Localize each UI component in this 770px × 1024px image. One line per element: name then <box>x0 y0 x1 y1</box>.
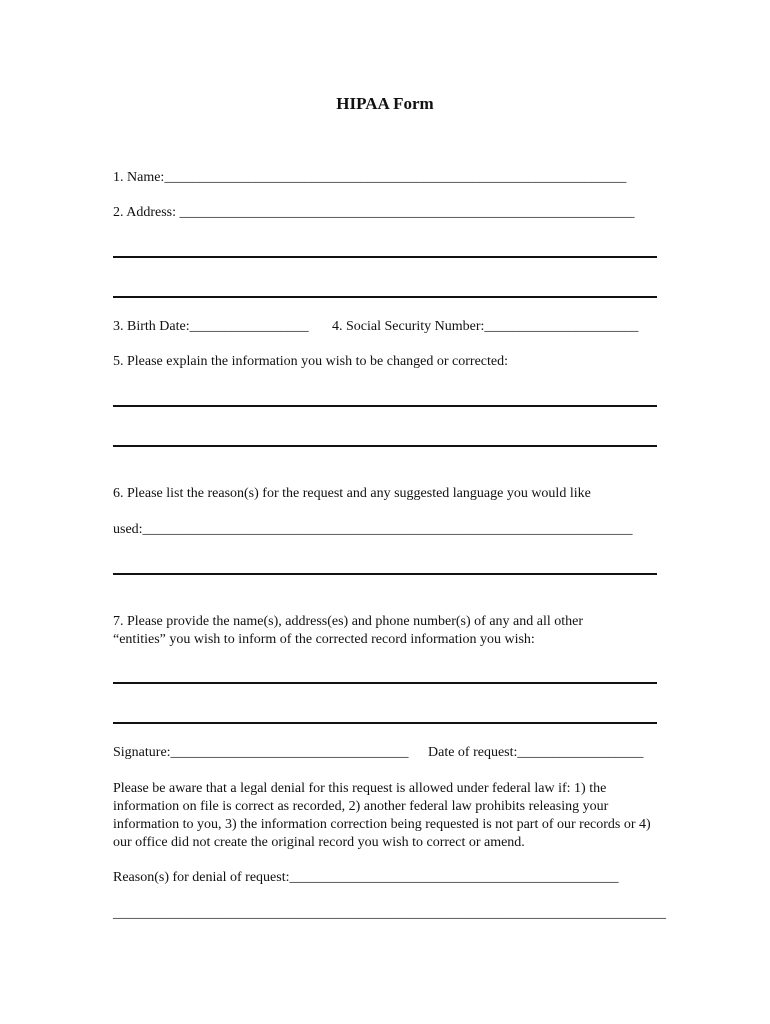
address-line-3[interactable] <box>113 296 657 298</box>
ssn-field[interactable]: 4. Social Security Number:______________________ <box>332 319 639 334</box>
date-of-request-field[interactable]: Date of request:__________________ <box>428 745 644 760</box>
question-6-label: 6. Please list the reason(s) for the request and any suggested language you would like <box>113 486 591 501</box>
address-field[interactable]: 2. Address: _________________________________________________________________ <box>113 205 635 220</box>
q5-answer-line-1[interactable] <box>113 405 657 407</box>
birth-date-field[interactable]: 3. Birth Date:_________________ <box>113 319 309 334</box>
question-7-line-2: “entities” you wish to inform of the corrected record information you wish: <box>113 632 535 647</box>
q7-answer-line-1[interactable] <box>113 682 657 684</box>
q7-answer-line-2[interactable] <box>113 722 657 724</box>
used-field[interactable]: used:______________________________________________________________________ <box>113 522 633 537</box>
signature-field[interactable]: Signature:__________________________________ <box>113 745 409 760</box>
address-line-2[interactable] <box>113 256 657 258</box>
name-field[interactable]: 1. Name:__________________________________________________________________ <box>113 170 627 185</box>
reasons-denial-line-2[interactable]: _______________________________________________________________________________ <box>113 906 666 921</box>
question-5-label: 5. Please explain the information you wish to be changed or corrected: <box>113 354 508 369</box>
reasons-denial-field[interactable]: Reason(s) for denial of request:_______________________________________________ <box>113 870 619 885</box>
question-7-line-1: 7. Please provide the name(s), address(es) and phone number(s) of any and all other <box>113 614 584 629</box>
q6-answer-line[interactable] <box>113 573 657 575</box>
page-title: HIPAA Form <box>336 94 434 113</box>
q5-answer-line-2[interactable] <box>113 445 657 447</box>
legal-notice: Please be aware that a legal denial for this request is allowed under federal law if: 1) the information on file is correct as recorded, 2) another federal law prohibits releasing your information to you, 3) the information correction being requested is not part of our records or 4) our office did not create the original record you wish to correct or amend. <box>113 781 651 850</box>
